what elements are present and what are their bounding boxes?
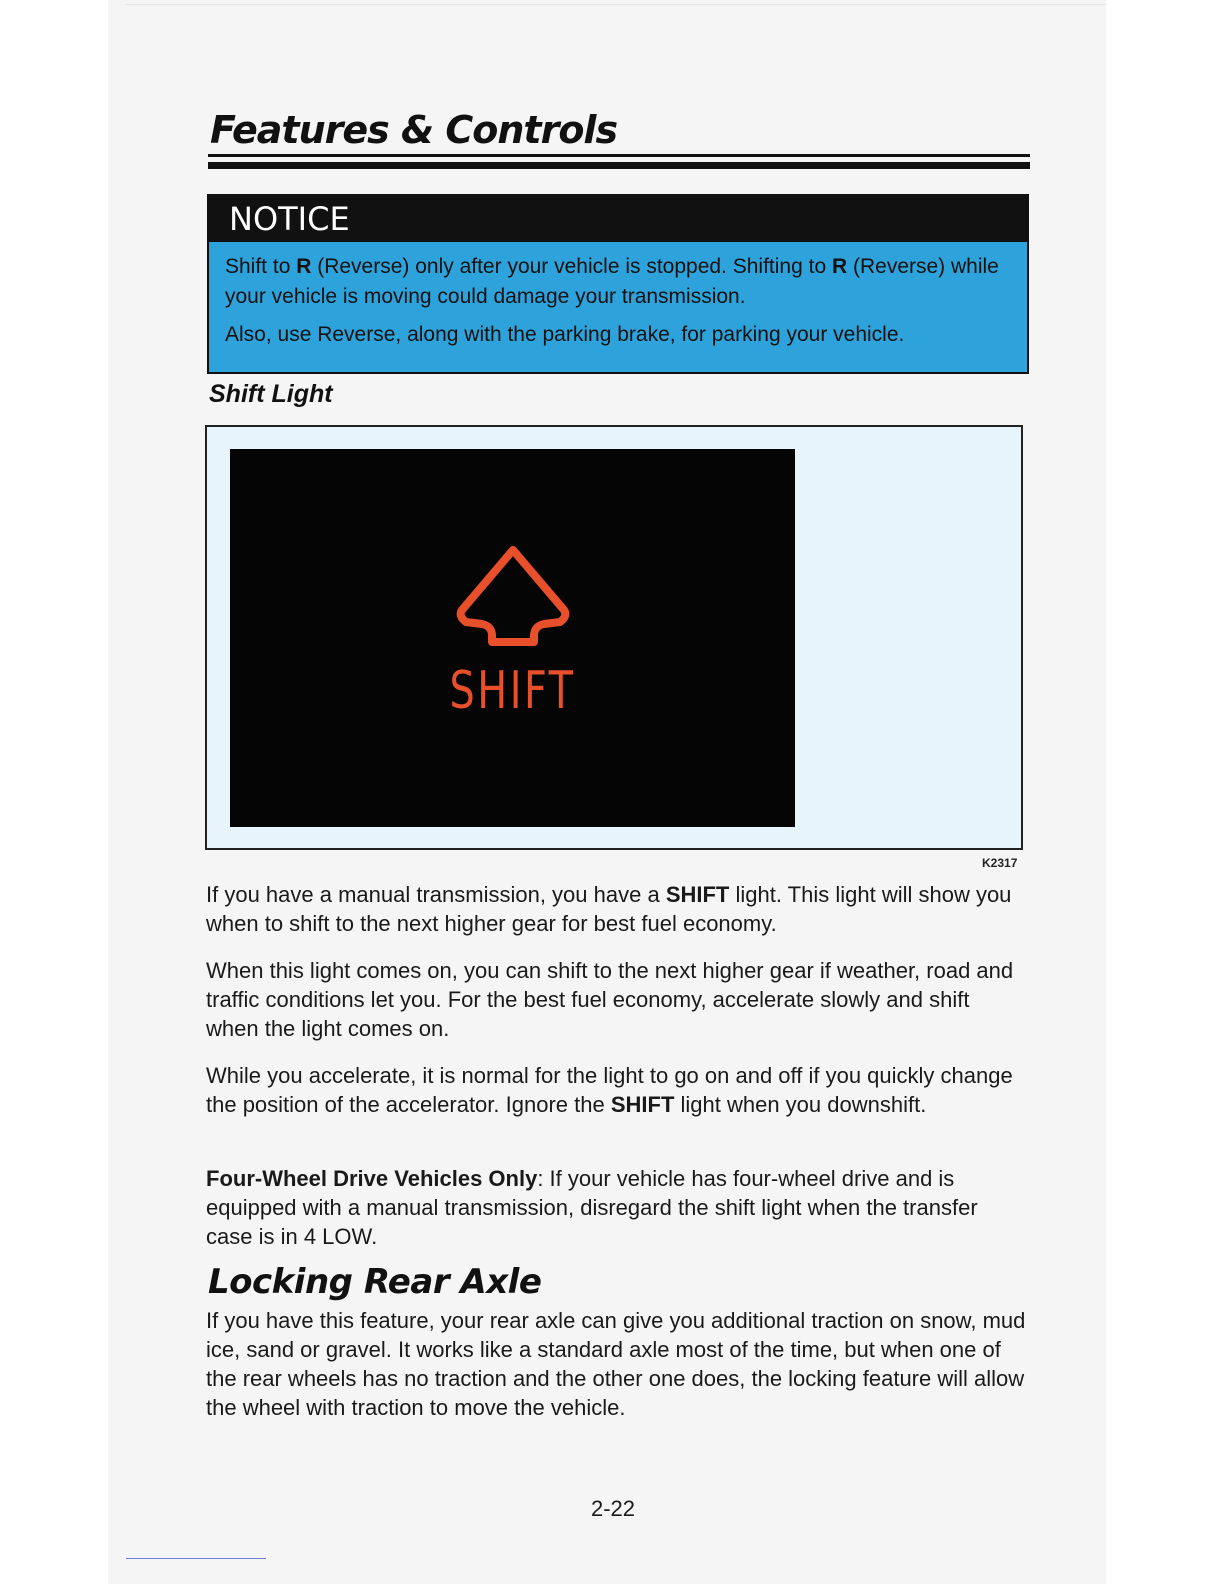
paragraph-light-comes-on	[206, 956, 1026, 1043]
dashboard-panel-image	[230, 449, 795, 827]
shift-light-figure	[205, 425, 1023, 850]
text: If you have a manual transmission, you have a	[206, 882, 666, 907]
text: While you accelerate, it is normal for the light to go on and off if you quickly change the position of the accelerator. Ignore the	[206, 1063, 1013, 1117]
four-wheel-drive-label: Four-Wheel Drive Vehicles Only	[206, 1166, 538, 1191]
text: light. This light will show you when to shift to the next higher gear for best fuel economy.	[206, 882, 1012, 936]
section-title: Features & Controls	[210, 108, 618, 152]
title-rule-thick	[208, 162, 1030, 169]
notice-box	[207, 194, 1029, 374]
notice-text: (Reverse) while your vehicle is moving could damage your transmission.	[225, 255, 999, 308]
text: : If your vehicle has four-wheel drive and is equipped with a manual transmission, disregard the shift light when the transfer case is in 4 LOW.	[206, 1166, 978, 1249]
notice-paragraph-2: Also, use Reverse, along with the parking brake, for parking your vehicle.	[225, 323, 905, 346]
notice-gear-r: R	[296, 255, 312, 278]
bottom-edge-line	[126, 1558, 266, 1559]
shift-term: SHIFT	[610, 1092, 675, 1117]
notice-text: Shift to	[225, 255, 297, 278]
notice-gear-r: R	[831, 255, 848, 278]
shift-indicator-label: SHIFT	[449, 661, 576, 721]
title-rule-thin	[208, 154, 1030, 157]
text: When this light comes on, you can shift to the next higher gear if weather, road and traffic conditions let you. For the best fuel economy, accelerate slowly and shift when the light comes on.	[206, 958, 1014, 1041]
notice-heading: NOTICE	[209, 196, 1027, 242]
paragraph-shift-light	[206, 880, 1026, 938]
text: light when you downshift.	[674, 1092, 927, 1117]
text: If you have this feature, your rear axle can give you additional traction on snow, mud ice, sand or gravel. It works like a standard axle most of the time, but when one of the rear wheels has no traction and the other one does, the locking feature will allow the wheel with traction to move the vehicle.	[206, 1308, 1026, 1420]
manual-page	[108, 0, 1106, 1584]
shift-light-heading: Shift Light	[209, 380, 333, 408]
figure-code: K2317	[982, 856, 1018, 870]
notice-paragraph-1	[225, 252, 1017, 312]
paragraph-accelerate	[206, 1061, 1026, 1119]
locking-rear-axle-heading: Locking Rear Axle	[208, 1262, 542, 1302]
notice-body	[209, 242, 1027, 350]
upshift-arrow-icon	[452, 544, 574, 648]
paragraph-four-wheel-drive	[206, 1164, 1026, 1251]
top-edge-line	[126, 4, 1106, 5]
shift-term: SHIFT	[665, 882, 730, 907]
notice-text: (Reverse) only after your vehicle is stopped. Shifting to	[311, 255, 832, 278]
page-number: 2-22	[590, 1496, 636, 1521]
paragraph-locking-axle	[206, 1306, 1026, 1422]
